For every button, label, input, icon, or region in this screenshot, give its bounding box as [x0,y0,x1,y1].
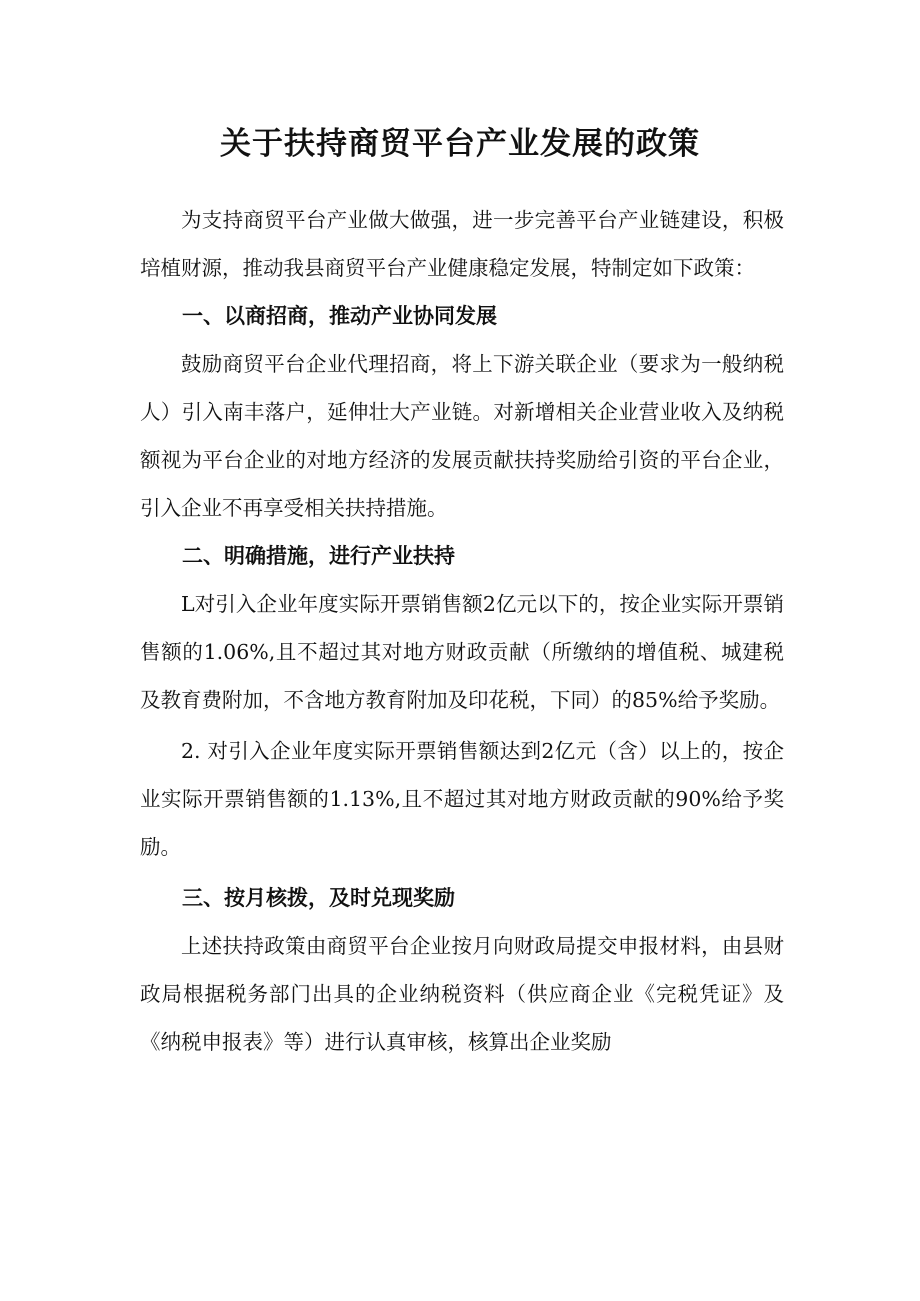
document-body [140,196,784,1066]
section-3-heading: 三、按月核拨，及时兑现奖励 [182,886,455,910]
intro-paragraph: 为支持商贸平台产业做大做强，进一步完善平台产业链建设，积极培植财源，推动我县商贸平台产业健康稳定发展，特制定如下政策： [140,208,784,280]
section-1-heading: 一、以商招商，推动产业协同发展 [182,304,497,328]
section-2-paragraph-2: 2. 对引入企业年度实际开票销售额达到2亿元（含）以上的，按企业实际开票销售额的1.13%,且不超过其对地方财政贡献的90%给予奖励。 [140,739,784,859]
section-2-paragraph-1: L对引入企业年度实际开票销售额2亿元以下的，按企业实际开票销售额的1.06%,且不超过其对地方财政贡献（所缴纳的增值税、城建税及教育费附加，不含地方教育附加及印花税，下同）的85%给予奖励。 [140,592,784,712]
section-3-paragraph-1: 上述扶持政策由商贸平台企业按月向财政局提交申报材料，由县财政局根据税务部门出具的企业纳税资料（供应商企业《完税凭证》及《纳税申报表》等）进行认真审核，核算出企业奖励 [140,934,784,1054]
section-2-heading: 二、明确措施，进行产业扶持 [182,544,455,568]
section-1-paragraph-1: 鼓励商贸平台企业代理招商，将上下游关联企业（要求为一般纳税人）引入南丰落户，延伸壮大产业链。对新增相关企业营业收入及纳税额视为平台企业的对地方经济的发展贡献扶持奖励给引资的平台企业，引入企业不再享受相关扶持措施。 [140,352,784,520]
document-title: 关于扶持商贸平台产业发展的政策 [220,126,700,162]
